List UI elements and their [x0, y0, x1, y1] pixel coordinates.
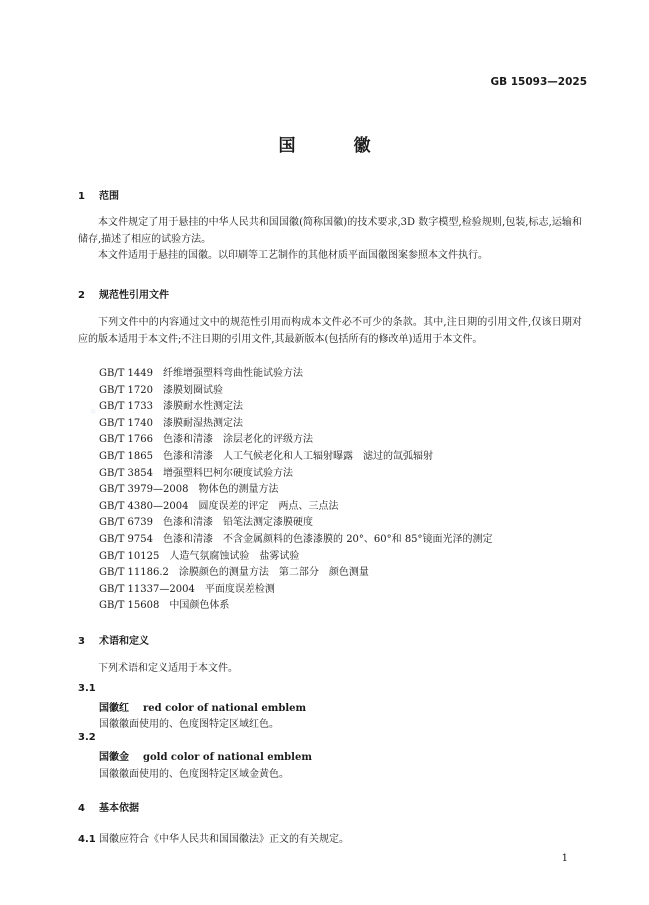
- reference-item: [99, 449, 493, 466]
- reference-code: GB/T 9754: [99, 533, 154, 545]
- section-4-heading: [78, 799, 139, 814]
- reference-item: [99, 366, 493, 383]
- section-number: 3: [78, 636, 85, 647]
- scope-paragraph-1: 本文件规定了用于悬挂的中华人民共和国国徽(简称国徽)的技术要求,3D 数字模型,检验规则,包装,标志,运输和储存,描述了相应的试验方法。: [78, 217, 582, 245]
- reference-code: GB/T 1720: [99, 384, 154, 396]
- section-title: 术语和定义: [99, 636, 149, 647]
- reference-code: GB/T 3979—2008: [99, 484, 189, 496]
- clause-text: 国徽应符合《中华人民共和国国徽法》正文的有关规定。: [99, 834, 349, 845]
- term-en: red color of national emblem: [143, 703, 307, 714]
- section-number: 1: [78, 191, 85, 202]
- reference-title: 圆度误差的评定 两点、三点法: [198, 500, 339, 512]
- section-title: 基本依据: [99, 803, 139, 814]
- reference-title: 涂膜颜色的测量方法 第二部分 颜色测量: [178, 567, 369, 579]
- reference-title: 平面度误差检测: [204, 583, 275, 595]
- reference-code: GB/T 1766: [99, 434, 154, 446]
- reference-item: [99, 549, 493, 566]
- section-1-heading: [78, 187, 119, 202]
- reference-title: 色漆和清漆 不含金属颜料的色漆漆膜的 20°、60°和 85°镜面光泽的测定: [163, 533, 493, 545]
- reference-code: GB/T 11337—2004: [99, 583, 195, 595]
- reference-item: [99, 565, 493, 582]
- reference-item: [99, 399, 493, 416]
- reference-item: [99, 582, 493, 599]
- reference-title: 色漆和清漆 铅笔法测定漆膜硬度: [163, 517, 314, 529]
- reference-code: GB/T 1740: [99, 417, 154, 429]
- reference-title: 漆膜划圈试验: [163, 384, 224, 396]
- reference-item: [99, 482, 493, 499]
- reference-item: [99, 532, 493, 549]
- document-title: 国 徽: [278, 136, 397, 156]
- reference-title: 色漆和清漆 涂层老化的评级方法: [163, 434, 314, 446]
- term-definition: 国徽徽面使用的、色度图特定区域红色。: [99, 719, 279, 730]
- reference-title: 纤维增强塑料弯曲性能试验方法: [163, 368, 304, 379]
- watermark-icon: ◎: [90, 408, 96, 415]
- term-heading: [99, 748, 312, 763]
- reference-item: [99, 416, 493, 433]
- reference-code: GB/T 4380—2004: [99, 500, 189, 512]
- clause-4-1: [78, 830, 349, 845]
- section-2-heading: [78, 286, 169, 301]
- term-heading: [99, 699, 306, 714]
- section-number: 2: [78, 290, 85, 301]
- section-title: 范围: [99, 191, 119, 202]
- section-number: 4: [78, 803, 85, 814]
- term-en: gold color of national emblem: [143, 752, 312, 763]
- reference-title: 漆膜耐湿热测定法: [163, 417, 244, 429]
- reference-title: 人造气氛腐蚀试验 盐雾试验: [169, 550, 300, 562]
- reference-title: 色漆和清漆 人工气候老化和人工辐射曝露 滤过的氙弧辐射: [163, 450, 434, 462]
- terms-intro-paragraph: 下列术语和定义适用于本文件。: [98, 663, 238, 674]
- term-zh: 国徽金: [99, 752, 129, 763]
- reference-title: 增强塑料巴柯尔硬度试验方法: [163, 467, 294, 479]
- reference-code: GB/T 3854: [99, 467, 154, 479]
- reference-code: GB/T 6739: [99, 517, 154, 529]
- clause-number: 4.1: [78, 834, 96, 845]
- term-definition: 国徽徽面使用的、色度图特定区域金黄色。: [99, 769, 289, 780]
- reference-code: GB/T 1733: [99, 401, 154, 413]
- reference-code: GB/T 11186.2: [99, 567, 169, 579]
- reference-code: GB/T 10125: [99, 550, 160, 562]
- reference-code: GB/T 1865: [99, 450, 154, 462]
- term-number: 3.2: [78, 732, 96, 743]
- reference-item: [99, 432, 493, 449]
- reference-item: [99, 598, 493, 615]
- reference-title: 中国颜色体系: [169, 600, 230, 612]
- reference-item: [99, 383, 493, 400]
- reference-title: 物体色的测量方法: [198, 484, 279, 496]
- reference-code: GB/T 1449: [99, 368, 154, 379]
- page-number: 1: [561, 853, 568, 864]
- reference-item: [99, 466, 493, 483]
- section-title: 规范性引用文件: [99, 290, 169, 301]
- references-intro-paragraph: 下列文件中的内容通过文中的规范性引用而构成本文件必不可少的条款。其中,注日期的引用文件,仅该日期对应的版本适用于本文件;不注日期的引用文件,其最新版本(包括所有的修改单)适用于本文件。: [78, 317, 582, 345]
- section-3-heading: [78, 632, 149, 647]
- reference-code: GB/T 15608: [99, 600, 160, 612]
- document-code: GB 15093—2025: [490, 76, 587, 88]
- term-number: 3.1: [78, 683, 96, 694]
- scope-paragraph-2: 本文件适用于悬挂的国徽。以印刷等工艺制作的其他材质平面国徽图案参照本文件执行。: [98, 250, 488, 261]
- reference-item: [99, 515, 493, 532]
- reference-title: 漆膜耐水性测定法: [163, 401, 244, 413]
- term-zh: 国徽红: [99, 703, 129, 714]
- reference-list: [99, 366, 493, 615]
- reference-item: [99, 499, 493, 516]
